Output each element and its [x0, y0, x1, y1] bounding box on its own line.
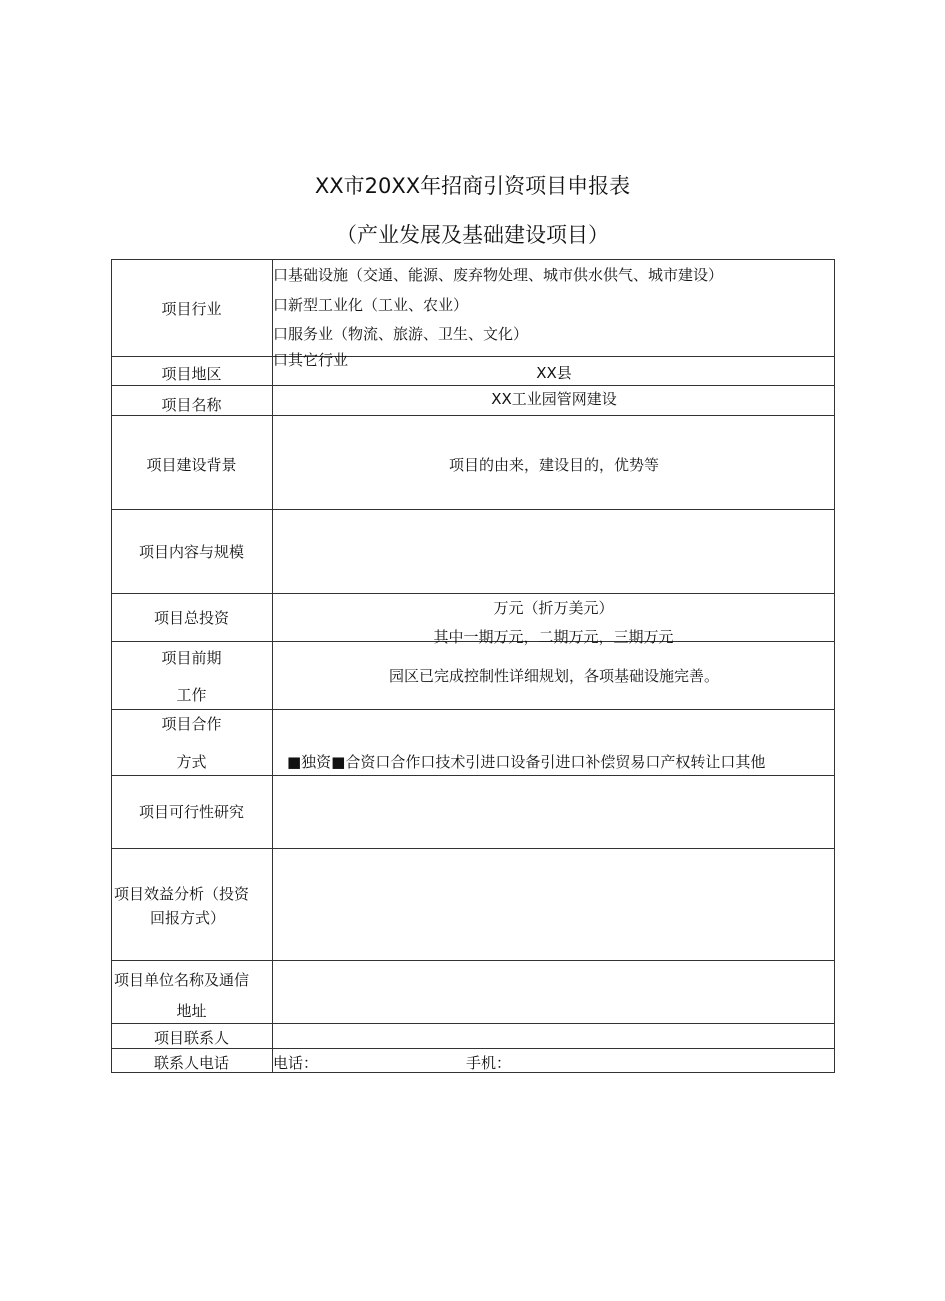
background-label: 项目建设背景: [146, 456, 237, 474]
row-divider: [111, 509, 835, 510]
region-label: 项目地区: [161, 365, 222, 383]
unit-label-line1: 项目单位名称及通信: [114, 971, 250, 989]
investment-total: 万元（折万美元）: [493, 599, 614, 617]
background-value[interactable]: 项目的由来，建设目的，优势等: [448, 456, 659, 474]
cooperation-options[interactable]: ■独资■合资口合作口技术引进口设备引进口补偿贸易口产权转让口其他: [287, 753, 766, 771]
row-divider: [111, 1023, 835, 1024]
investment-label: 项目总投资: [153, 609, 229, 627]
industry-option-industrialization[interactable]: 口新型工业化（工业、农业）: [273, 296, 469, 314]
row-divider: [111, 848, 835, 849]
preparation-label-line2: 工作: [176, 686, 207, 704]
form-title: XX市20XX年招商引资项目申报表: [314, 174, 631, 198]
cooperation-label-line2: 方式: [176, 753, 207, 771]
project-name-value[interactable]: XX工业园管网建设: [491, 390, 617, 408]
investment-phases: 其中一期万元，二期万元，三期万元: [433, 628, 674, 646]
industry-option-other[interactable]: 口其它行业: [273, 351, 349, 369]
row-divider: [111, 709, 835, 710]
cooperation-label-line1: 项目合作: [161, 715, 222, 733]
industry-options: [273, 260, 834, 369]
feasibility-label: 项目可行性研究: [138, 803, 244, 821]
preparation-value[interactable]: 园区已完成控制性详细规划，各项基础设施完善。: [388, 667, 719, 685]
industry-option-infrastructure[interactable]: 口基础设施（交通、能源、废弃物处理、城市供水供气、城市建设）: [273, 266, 724, 284]
industry-option-services[interactable]: 口服务业（物流、旅游、卫生、文化）: [273, 325, 529, 343]
benefit-label-line2: 回报方式）: [150, 909, 226, 927]
contact-label: 项目联系人: [153, 1029, 229, 1047]
row-divider: [111, 1048, 835, 1049]
industry-label: 项目行业: [161, 300, 222, 318]
row-divider: [111, 385, 835, 386]
row-divider: [111, 356, 835, 357]
benefit-label-line1: 项目效益分析（投资: [114, 885, 250, 903]
investment-value[interactable]: [273, 594, 834, 646]
unit-label-line2: 地址: [176, 1002, 207, 1020]
project-name-label: 项目名称: [161, 396, 222, 414]
region-value[interactable]: XX县: [536, 364, 572, 382]
row-divider: [111, 960, 835, 961]
preparation-label-line1: 项目前期: [161, 649, 222, 667]
content-label: 项目内容与规模: [138, 543, 244, 561]
form-subtitle: （产业发展及基础建设项目）: [336, 223, 609, 247]
phone-label: 联系人电话: [153, 1054, 229, 1072]
row-divider: [111, 775, 835, 776]
mobile-field-label: 手机：: [466, 1054, 512, 1072]
telephone-field-label: 电话：: [273, 1054, 319, 1072]
row-divider: [111, 415, 835, 416]
